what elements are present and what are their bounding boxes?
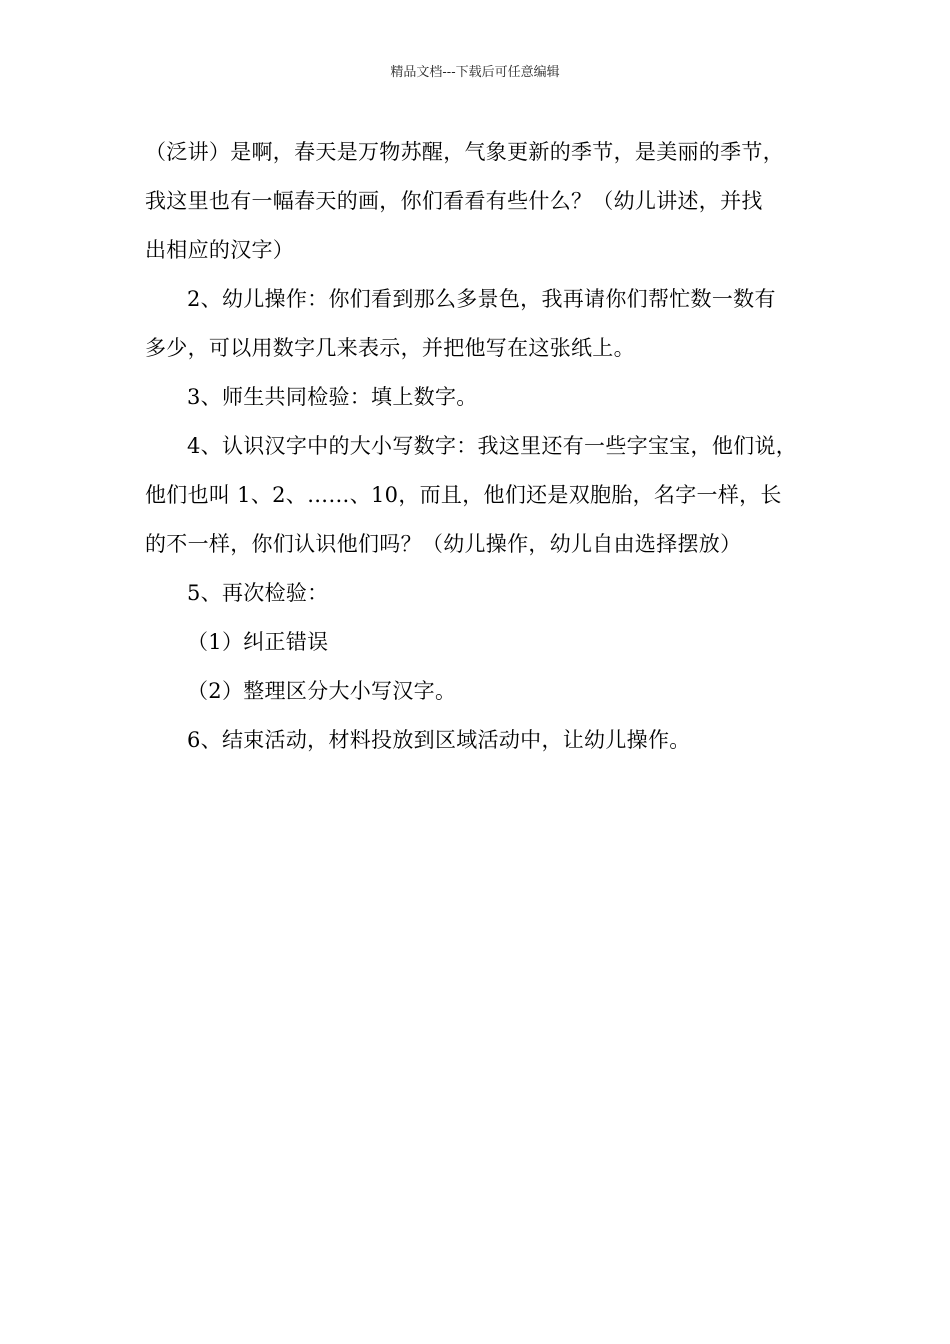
step-3-line: 3、师生共同检验：填上数字。	[187, 385, 478, 409]
page-header: 精品文档---下载后可任意编辑	[390, 65, 560, 80]
step-5-line: 5、再次检验：	[187, 581, 329, 605]
paragraph-line: 他们也叫 1、2、……、10，而且，他们还是双胞胎，名字一样，长	[145, 483, 782, 507]
step-2-line: 2、幼儿操作：你们看到那么多景色，我再请你们帮忙数一数有	[187, 287, 776, 311]
step-6-line: 6、结束活动，材料投放到区域活动中，让幼儿操作。	[187, 728, 691, 752]
paragraph-line: 我这里也有一幅春天的画，你们看看有些什么？（幼儿讲述，并找	[145, 189, 763, 213]
paragraph-line: 的不一样，你们认识他们吗？（幼儿操作，幼儿自由选择摆放）	[145, 532, 742, 556]
document-body	[145, 128, 815, 765]
step-4-line: 4、认识汉字中的大小写数字：我这里还有一些字宝宝，他们说，	[187, 434, 798, 458]
paragraph-line: 多少，可以用数字几来表示，并把他写在这张纸上。	[145, 336, 635, 360]
substep-2-line: （2）整理区分大小写汉字。	[187, 679, 457, 703]
paragraph-line: 出相应的汉字）	[145, 238, 295, 262]
substep-1-line: （1）纠正错误	[187, 630, 329, 654]
paragraph-line: （泛讲）是啊，春天是万物苏醒，气象更新的季节，是美丽的季节，	[145, 140, 784, 164]
